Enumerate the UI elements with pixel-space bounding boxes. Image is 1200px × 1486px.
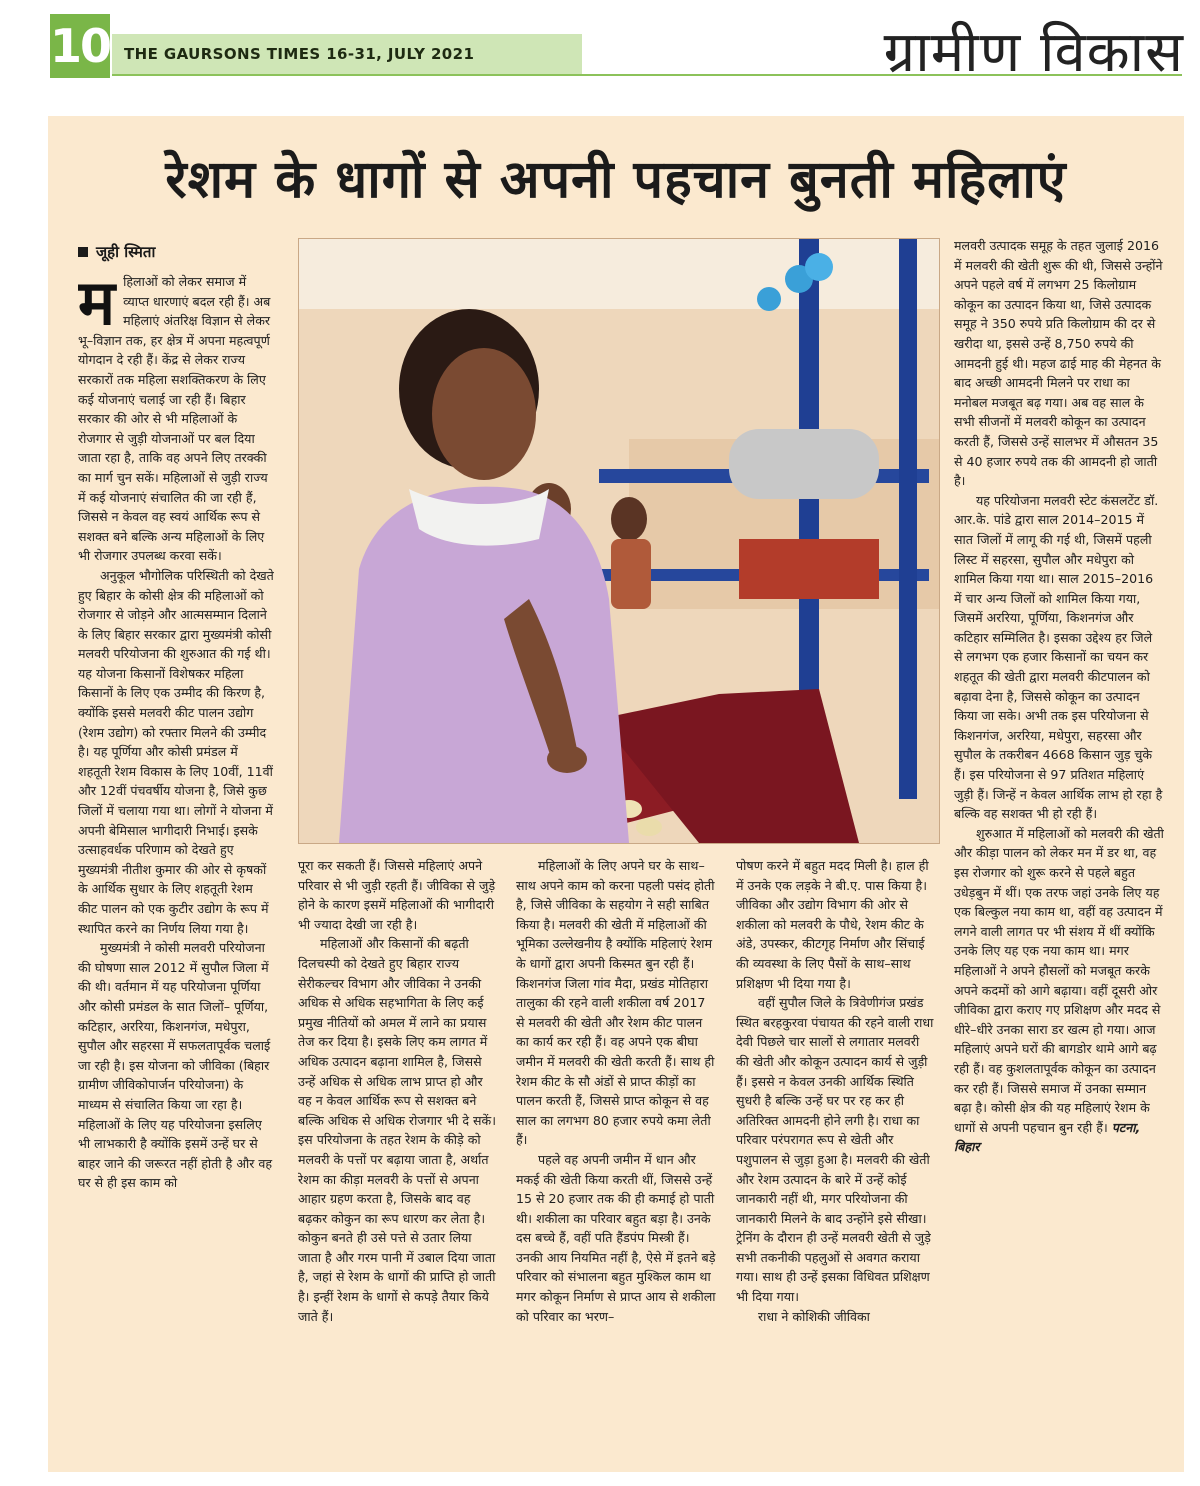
paragraph — [954, 824, 1164, 1157]
drop-cap: म — [78, 272, 116, 339]
paragraph: यह परियोजना मलवरी स्टेट कंसलटेंट डॉ. आर.के. पांडे द्वारा साल 2014–2015 में सात जिलों में लागू की गई थी, जिसमें पहली लिस्ट में सहरसा, सुपौल और मधेपुरा को शामिल किया गया था। साल 2015–2016 में चार अन्य जिलों को शामिल किया गया, जिसमें अररिया, पूर्णिया, किशनगंज और कटिहार सम्मिलित है। इसका उद्देश्य हर जिले से लगभग एक हजार किसानों का चयन कर शहतूत की खेती द्वारा मलवरी कीटपालन को बढ़ावा देना है, जिससे कोकून का उत्पादन किया जा सके। अभी तक इस परियोजना से किशनगंज, अररिया, मधेपुरा, सहरसा और सुपौल के तकरीबन 4668 किसान जुड़ चुके हैं। इस परियोजना से 97 प्रतिशत महिलाएं जुड़ी हैं। जिन्हें न केवल आर्थिक लाभ हो रहा है बल्कि वह सशक्त भी हो रही हैं। — [954, 492, 1163, 822]
page-header — [0, 0, 1200, 100]
paragraph: मुख्यमंत्री ने कोसी मलवरी परियोजना की घोषणा साल 2012 में सुपौल जिला में की थी। वर्तमान में यह परियोजना पूर्णिया और कोसी प्रमंडल के सात जिलों– पूर्णिया, कटिहार, अररिया, किशनगंज, मधेपुरा, सुपौल और सहरसा में सफलतापूर्वक चलाई जा रही है। इस योजना को जीविका (बिहार ग्रामीण जीविकोपार्जन परियोजना) के माध्यम से संचालित किया जा रहा है। महिलाओं के लिए यह परियोजना इसलिए भी लाभकारी है क्योंकि इसमें उन्हें घर से बाहर जाने की जरूरत नहीं होती है और वह घर से ही इस काम को — [78, 940, 273, 1191]
paragraph: वहीं सुपौल जिले के त्रिवेणीगंज प्रखंड स्थित बरहकुरवा पंचायत की रहने वाली राधा देवी पिछले चार सालों से लगातार मलवरी की खेती और कोकून उत्पादन कार्य से जुड़ी हैं। इससे न केवल उनकी आर्थिक स्थिति सुधरी है बल्कि उन्हें घर पर रह कर ही अतिरिक्त आमदनी होने लगी है। राधा का परिवार परंपरागत रूप से खेती और पशुपालन से जुड़ा हुआ है। मलवरी की खेती और रेशम उत्पादन के बारे में उन्हें कोई जानकारी नहीं थी, मगर परियोजना की जानकारी मिलने के बाद उन्होंने इसे सीखा। ट्रेनिंग के दौरान ही उन्हें मलवरी खेती से जुड़े सभी तकनीकी पहलुओं से अवगत कराया गया। साथ ही उन्हें इसका विधिवत प्रशिक्षण भी दिया गया। — [736, 995, 934, 1305]
paragraph: महिलाओं के लिए अपने घर के साथ–साथ अपने काम को करना पहली पसंद होती है, जिसे जीविका के सहयोग ने सही साबित किया है। मलवरी की खेती में महिलाओं की भूमिका उल्लेखनीय है क्योंकि महिलाएं रेशम के धागों द्वारा अपनी किस्मत बुन रही हैं। किशनगंज जिला गांव मैदा, प्रखंड मोतिहारा तालुका की रहने वाली शकीला वर्ष 2017 से मलवरी की खेती और रेशम कीट पालन का कार्य कर रही हैं। वह अपने एक बीघा जमीन में मलवरी की खेती करती हैं। साथ ही रेशम कीट के सौ अंडों से प्राप्त कीड़ों का पालन करती हैं, जिससे प्राप्त कोकून से वह साल का लगभग 80 हजार रुपये कमा लेती हैं। — [516, 858, 715, 1148]
article-headline: रेशम के धागों से अपनी पहचान बुनती महिलाएं — [165, 150, 1067, 210]
dateline: पटना, बिहार — [954, 1119, 1141, 1155]
paragraph-text: हिलाओं को लेकर समाज में व्याप्त धारणाएं बदल रही हैं। अब महिलाएं अंतरिक्ष विज्ञान से लेकर भू–विज्ञान तक, हर क्षेत्र में अपना महत्वपूर्ण योगदान दे रही हैं। केंद्र से लेकर राज्य सरकारों तक महिला सशक्तिकरण के लिए कई योजनाएं चलाई जा रही हैं। बिहार सरकार की ओर से भी महिलाओं के रोजगार से जुड़ी योजनाओं पर बल दिया जाता रहा है, ताकि वह अपने लिए तरक्की का मार्ग चुन सकें। महिलाओं से जुड़ी राज्य में कई योजनाएं संचालित की जा रही हैं, जिससे न केवल वह स्वयं आर्थिक रूप से सशक्त बने बल्कि अन्य महिलाओं के लिए भी रोजगार उपलब्ध करवा सकें। — [78, 274, 271, 564]
article-column-2 — [298, 856, 498, 1456]
article-photo — [298, 238, 940, 844]
article-column-4 — [736, 856, 936, 1456]
masthead-band — [112, 34, 582, 74]
article-panel — [48, 116, 1184, 1472]
paragraph-text: शुरुआत में महिलाओं को मलवरी की खेती और कीड़ा पालन को लेकर मन में डर था, वह इस रोजगार को शुरू करने से पहले बहुत उधेड़बुन में थीं। एक तरफ जहां उनके लिए यह एक बिल्कुल नया काम था, वहीं वह उत्पादन में लगने वाली लागत पर भी संशय में थीं क्योंकि उनके लिए यह एक नया काम था। मगर महिलाओं ने अपने हौसलों को मजबूत करके अपने कदमों को आगे बढ़ाया। वहीं दूसरी ओर जीविका द्वारा कराए गए प्रशिक्षण और मदद से धीरे–धीरे उनका सारा डर खत्म हो गया। आज महिलाएं अपने घरों की बागडोर थामे आगे बढ़ रही हैं। वह कुशलतापूर्वक कोकून का उत्पादन कर रही हैं। जिससे समाज में उनका सम्मान बढ़ा है। कोसी क्षेत्र की यह महिलाएं रेशम के धागों से अपनी पहचान बुन रही हैं। — [954, 825, 1164, 1135]
byline-bullet-icon — [78, 247, 88, 257]
masthead-title: THE GAURSONS TIMES 16-31, JULY 2021 — [124, 45, 475, 63]
paragraph: पहले वह अपनी जमीन में धान और मकई की खेती किया करती थीं, जिससे उन्हें 15 से 20 हजार तक की ही कमाई हो पाती थी। शकीला का परिवार बहुत बड़ा है। उनके दस बच्चे हैं, वहीं पति हैंडपंप मिस्त्री हैं। उनकी आय नियमित नहीं है, ऐसे में इतने बड़े परिवार को संभालना बहुत मुश्किल काम था मगर कोकून निर्माण से प्राप्त आय से शकीला को परिवार का भरण– — [516, 1151, 716, 1324]
author-name: जूही स्मिता — [96, 243, 156, 261]
paragraph: महिलाओं और किसानों की बढ़ती दिलचस्पी को देखते हुए बिहार राज्य सेरीकल्चर विभाग और जीविका ने उनकी अधिक से अधिक सहभागिता के लिए कई प्रमुख नीतियों को अमल में लाने का प्रयास तेज कर दिया है। इसके लिए कम लागत में अधिक उत्पादन बढ़ाना शामिल है, जिससे उन्हें अधिक से अधिक लाभ प्राप्त हो और वह न केवल आर्थिक रूप से सशक्त बने बल्कि अधिक से अधिक रोजगार भी दे सकें। इस परियोजना के तहत रेशम के कीड़े को मलवरी के पत्तों पर बढ़ाया जाता है, अर्थात रेशम का कीड़ा मलवरी के पत्तों से अपना आहार ग्रहण करता है, जिसके बाद वह बढ़कर कोकुन का रूप धारण कर लेता है। कोकुन बनते ही उसे पत्ते से उतार लिया जाता है और गरम पानी में उबाल दिया जाता है, जहां से रेशम के धागों की प्राप्ति हो जाती है। इन्हीं रेशम के धागों से कपड़े तैयार किये जाते हैं। — [298, 936, 496, 1324]
page-number: 10 — [50, 14, 110, 78]
paragraph: मलवरी उत्पादक समूह के तहत जुलाई 2016 में मलवरी की खेती शुरू की थी, जिससे उन्होंने अपने पहले वर्ष में लगभग 25 किलोग्राम कोकून का उत्पादन किया था, जिसे उत्पादक समूह ने 350 रुपये प्रति किलोग्राम की दर से खरीदा था, इससे उन्हें 8,750 रुपये की आमदनी हुई थी। महज ढाई माह की मेहनत के बाद अच्छी आमदनी मिलने पर राधा का मनोबल मजबूत बढ़ गया। अब वह साल के सभी सीजनों में मलवरी कोकून का उत्पादन करती हैं, जिससे उन्हें सालभर में औसतन 35 से 40 हजार रुपये तक की आमदनी हो जाती है। — [954, 238, 1163, 489]
paragraph: अनुकूल भौगोलिक परिस्थिती को देखते हुए बिहार के कोसी क्षेत्र की महिलाओं को रोजगार से जोड़ने और आत्मसम्मान दिलाने के लिए बिहार सरकार द्वारा मुख्यमंत्री कोसी मलवरी परियोजना की शुरुआत की गई थी। यह योजना किसानों विशेषकर महिला किसानों के लिए एक उम्मीद की किरण है, क्योंकि इससे मलवरी कीट पालन उद्योग (रेशम उद्योग) को रफ्तार मिलने की उम्मीद है। यह पूर्णिया और कोसी प्रमंडल में शहतूती रेशम विकास के लिए 10वीं, 11वीं और 12वीं पंचवर्षीय योजना है, जिसे कुछ जिलों में चलाया गया था। लोगों ने योजना में अपनी बेमिसाल भागीदारी निभाई। इसके उत्साहवर्धक परिणाम को देखते हुए मुख्यमंत्री नीतीश कुमार की ओर से कृषकों के आर्थिक सुधार के लिए शहतूती रेशम कीट पालन को एक कुटीर उद्योग के रूप में स्थापित करने का निर्णय लिया गया है। — [78, 567, 274, 936]
byline — [78, 242, 155, 262]
article-column-1 — [78, 272, 274, 1462]
paragraph — [78, 272, 274, 566]
article-column-5 — [954, 236, 1164, 1462]
paragraph: पूरा कर सकती हैं। जिससे महिलाएं अपने परिवार से भी जुड़ी रहती हैं। जीविका से जुड़े होने के कारण इसमें महिलाओं की भागीदारी भी ज्यादा देखी जा रही है। — [298, 858, 496, 932]
section-title: ग्रामीण विकास — [883, 20, 1184, 85]
paragraph: पोषण करने में बहुत मदद मिली है। हाल ही में उनके एक लड़के ने बी.ए. पास किया है। जीविका और उद्योग विभाग की ओर से शकीला को मलवरी के पौधे, रेशम कीट के अंडे, उपस्कर, कीटगृह निर्माण और सिंचाई की व्यवस्था के लिए पैसों के साथ–साथ प्रशिक्षण भी दिया गया है। — [736, 858, 929, 991]
paragraph: राधा ने कोशिकी जीविका — [758, 1308, 870, 1324]
photo-woman-reeling-silk-icon — [299, 239, 939, 843]
article-column-3 — [516, 856, 716, 1456]
